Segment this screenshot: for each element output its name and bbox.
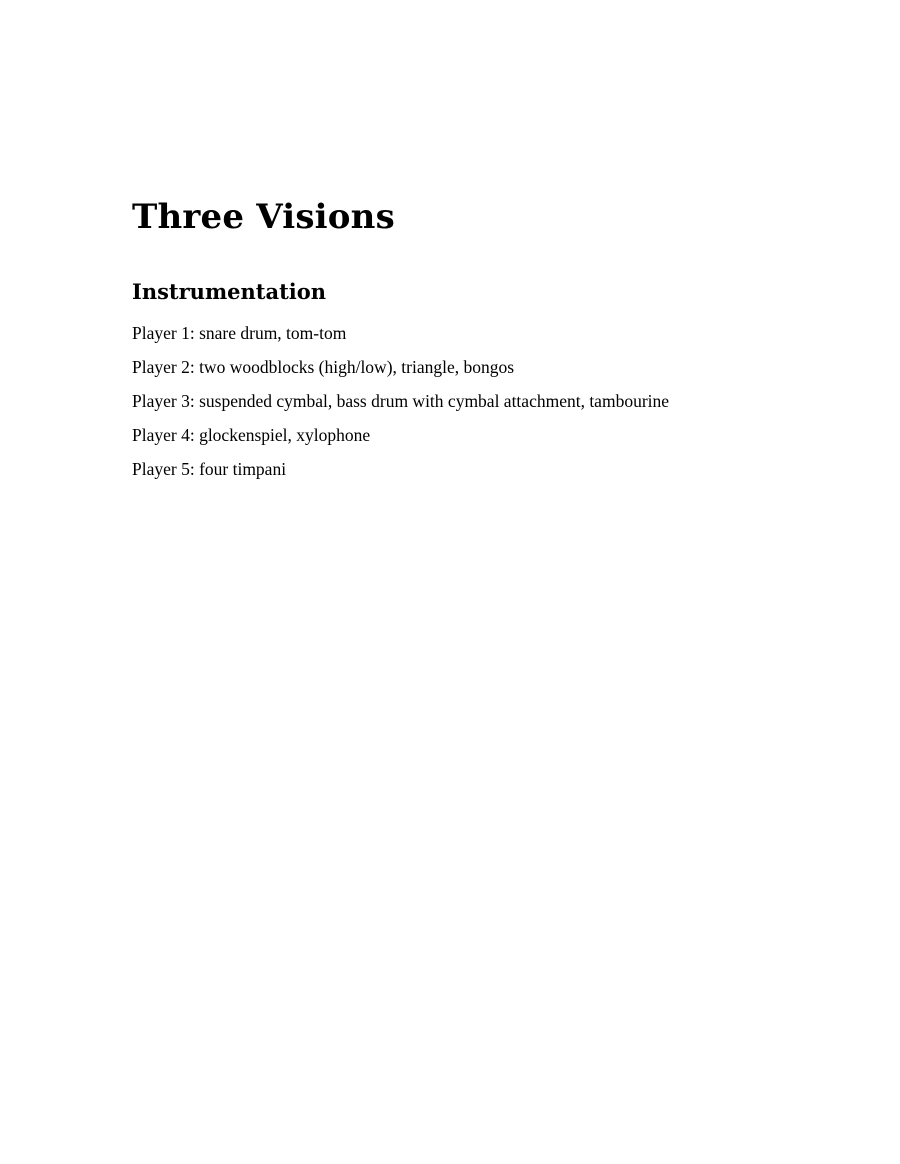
player-2-line: Player 2: two woodblocks (high/low), triangle, bongos xyxy=(132,357,515,377)
document-title: Three Visions xyxy=(132,197,395,237)
player-5-line: Player 5: four timpani xyxy=(132,459,287,479)
instrumentation-heading: Instrumentation xyxy=(132,279,327,304)
page-content xyxy=(132,195,832,486)
player-3-line: Player 3: suspended cymbal, bass drum with cymbal attachment, tambourine xyxy=(132,391,670,411)
player-1-line: Player 1: snare drum, tom-tom xyxy=(132,323,347,343)
player-4-line: Player 4: glockenspiel, xylophone xyxy=(132,425,371,445)
instrumentation-list xyxy=(132,316,832,486)
